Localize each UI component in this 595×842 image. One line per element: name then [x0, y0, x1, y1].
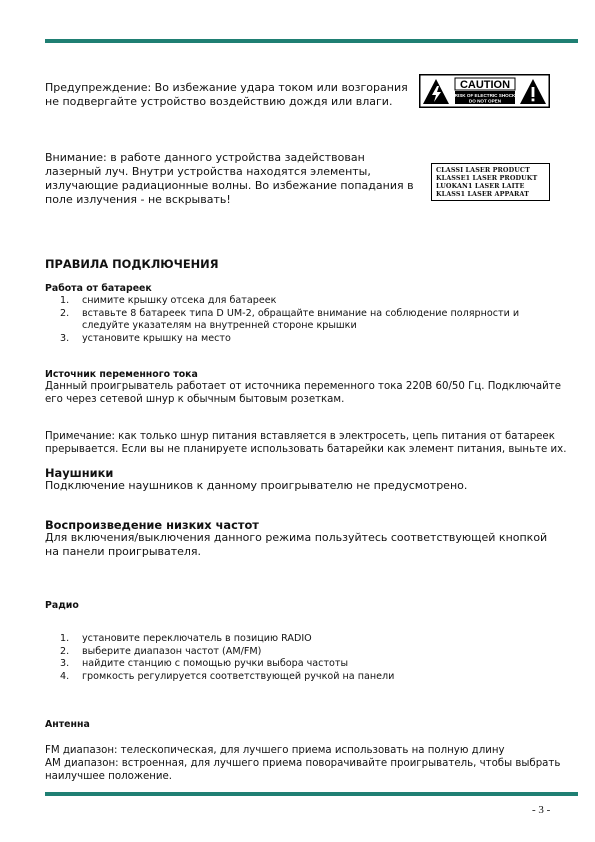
list-item: 1. снимите крышку отсека для батареек — [60, 295, 277, 306]
page-number: - 3 - — [532, 804, 551, 816]
caution-title: CAUTION — [459, 79, 511, 92]
radio-steps — [60, 633, 394, 683]
list-item: 2. выберите диапазон частот (AM/FM) — [60, 645, 262, 657]
ac-text: Данный проигрыватель работает от источника переменного тока 220В 60/50 Гц. Подключайте его через сетевой шнур к обычным бытовым розеткам. — [45, 381, 561, 405]
list-item: 3. найдите станцию с помощью ручки выбора частоты — [60, 658, 349, 670]
bass-text: Для включения/выключения данного режима пользуйтесь соответствующей кнопкой на панели проигрывателя. — [45, 531, 548, 558]
list-item: 2. вставьте 8 батареек типа D UM-2, обращайте внимание на соблюдение полярности и следуйте указателям на внутренней стороне крышки — [60, 307, 520, 332]
warning-text: Предупреждение: Во избежание удара током или возгорания не подвергайте устройство воздействию дождя или влаги. — [45, 81, 408, 108]
caution-line2: DO NOT OPEN — [468, 98, 502, 104]
list-item: 1. установите переключатель в позицию RADIO — [60, 633, 312, 644]
note-text: Примечание: как только шнур питания вставляется в электросеть, цепь питания от батареек прерывается. Если вы не планируете использовать батарейки как элемент питания, выньте их. — [45, 431, 567, 455]
connection-heading: ПРАВИЛА ПОДКЛЮЧЕНИЯ — [45, 257, 219, 271]
bass-heading: Воспроизведение низких частот — [45, 518, 259, 532]
list-item: 3. установите крышку на место — [60, 332, 231, 344]
attention-text: Внимание: в работе данного устройства задействован лазерный луч. Внутри устройства находятся элементы, излучающие радиационные волны. Во избежание попадания в поле излучения - не вскрывать! — [45, 151, 414, 206]
ac-heading: Источник переменного тока — [45, 369, 198, 380]
antenna-heading: Антенна — [45, 719, 90, 730]
caution-label — [419, 74, 550, 108]
laser-product-label: CLASSI LASER PRODUCT KLASSE1 LASER PRODUKT LUOKAN1 LASER LAITE KLASS1 LASER APPARAT — [431, 163, 550, 201]
battery-steps — [60, 295, 519, 345]
headphones-heading: Наушники — [45, 466, 114, 480]
list-item: 4. громкость регулируется соответствующей ручкой на панели — [60, 670, 395, 682]
bottom-rule — [45, 792, 578, 796]
headphones-text: Подключение наушников к данному проигрывателю не предусмотрено. — [45, 479, 468, 492]
battery-heading: Работа от батареек — [45, 283, 152, 294]
radio-heading: Радио — [45, 600, 79, 611]
caution-line1: RISK OF ELECTRIC SHOCK — [454, 93, 516, 98]
antenna-text: FM диапазон: телескопическая, для лучшего приема использовать на полную длину AM диапазон: встроенная, для лучшего приема поворачивайте проигрыватель, чтобы выбрать наилучшее положение. — [45, 745, 561, 782]
top-rule — [45, 39, 578, 43]
